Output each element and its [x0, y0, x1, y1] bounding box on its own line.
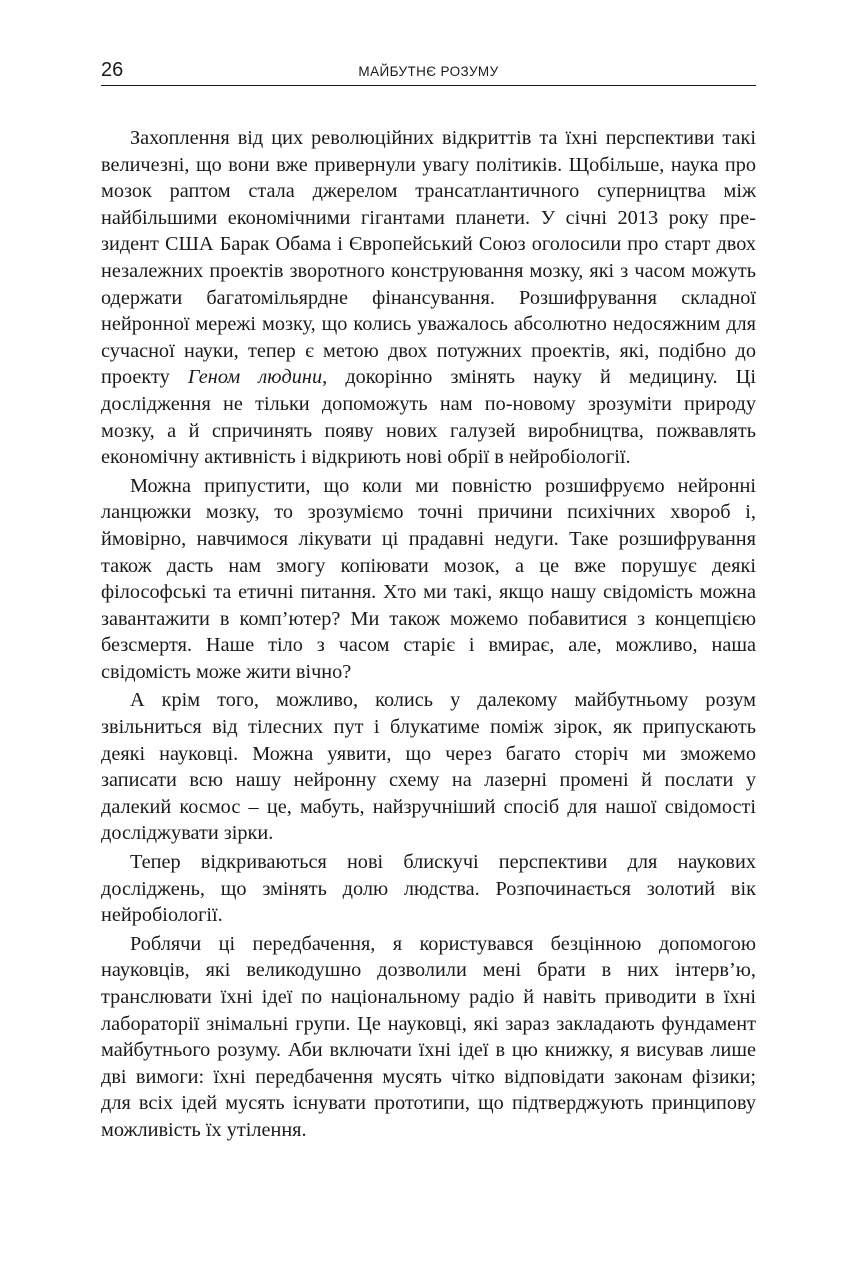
paragraph-3: А крім того, можливо, колись у далекому майбутньому розум звільниться від тілесних пут і блукатиме поміж зірок, як припускають деякі науковці. Можна уявити, що через багато сторіч ми зможемо записати всю нашу нейронну схему на лазерні промені й послати у далекий космос – це, мабуть, найзручніший спосіб для нашої свідомості досліджувати зірки.	[101, 689, 756, 845]
page-header	[101, 58, 756, 86]
body-text	[101, 125, 756, 1144]
paragraph-1-start: Захоплення від цих революційних відкриттів та їхні перспективи такі величезні, що вони вже привернули увагу політиків. Щобільше, наука про мозок раптом стала джерелом трансатлантичного суперництва між найбільшими економічними гігантами планети. У січні 2013 року президент США Барак Обама і Європейський Союз оголосили про старт двох незалежних проектів зворотного конструювання мозку, які з часом можуть одержати багатомільярдне фінансування. Розшифрування складної нейронної мережі мозку, що колись уважалось абсолютно недосяжним для сучасної науки, тепер є метою двох потужних проектів, які, подібно до проекту	[101, 127, 756, 389]
paragraph-1	[101, 125, 756, 471]
book-title-genome: Геном людини	[187, 366, 323, 389]
running-title: МАЙБУТНЄ РОЗУМУ	[358, 64, 499, 79]
paragraph-2: Можна припустити, що коли ми повністю розшифруємо нейронні ланцюжки мозку, то зрозуміємо точні причини психічних хвороб і, ймовірно, навчимося лікувати ці прадавні недуги. Таке розшифрування також дасть нам змогу копіювати мозок, а це вже порушує деякі філософські та етичні питання. Хто ми такі, якщо нашу свідомість можна завантажити в комп’ютер? Ми також можемо побавитися з концепцією безсмертя. Наше тіло з часом старіє і вмирає, але, можливо, наша свідомість може жити вічно?	[101, 474, 756, 683]
page-number: 26	[101, 59, 124, 81]
paragraph-4: Тепер відкриваються нові блискучі перспективи для наукових досліджень, що змінять долю людства. Розпочинається золотий вік нейробіології.	[101, 851, 756, 927]
paragraph-5: Роблячи ці передбачення, я користувався безцінною допомогою науковців, які великодушно дозволили мені брати в них інтерв’ю, транслювати їхні ідеї по національному радіо й навіть приводити в їхні лабораторії знімальні групи. Це науковці, які зараз закладають фундамент майбутнього розуму. Аби включати їхні ідеї в цю книжку, я висував лише дві вимоги: їхні передбачення мусять чітко відповідати законам фізики; для всіх ідей мусять існувати прототипи, що підтверджують принципову можливість їх утілення.	[101, 932, 756, 1141]
paragraph-1-end: , докорінно змінять науку й медицину. Ці дослідження не тільки допоможуть нам по-новому зрозуміти природу мозку, а й спричинять появу нових галузей виробництва, пожвавлять економічну активність і відкриють нові обрії в нейробіології.	[101, 366, 756, 469]
